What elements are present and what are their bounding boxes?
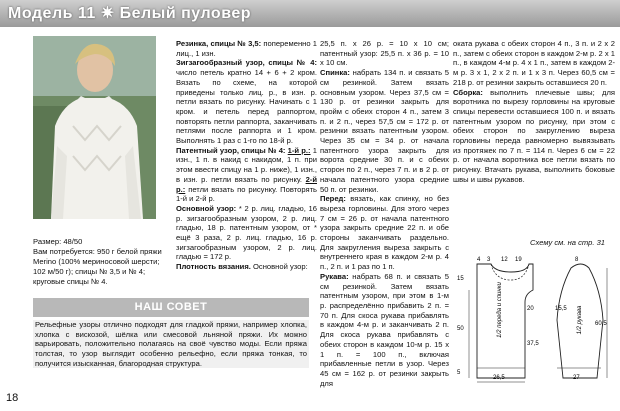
sleeve-label-scheme: 1/2 рукава bbox=[577, 305, 583, 335]
model-photo bbox=[33, 36, 156, 219]
instructions-column-3 bbox=[453, 39, 615, 185]
assembly-label: Сборка: bbox=[453, 87, 483, 97]
rib-text: попеременно 1 лиц., 1 изн. bbox=[176, 39, 317, 58]
patent-label: Патентный узор, спицы № 4: bbox=[176, 145, 286, 155]
dim-sleeve-h2: 60,5 bbox=[595, 321, 607, 327]
model-title: Модель 11 ✷ Белый пуловер bbox=[8, 5, 251, 22]
dim-side-1: 15 bbox=[457, 276, 464, 282]
assembly-text: выполнить плечевые швы; для воротника по вырезу горловины на круговые спицы перевести оставшиеся 100 п. и вязать патентным узором по рисунку, при этом с обеих сторон по закруглению выреза горловины переда равномерно вывязывать из протяжек по 7 п. = 114 п. Через 6 см = 22 р. от начала воротника все петли вязать по рисунку. Втачать рукава, выполнить боковые швы и швы рукавов. bbox=[453, 87, 615, 184]
main-pattern-label: Основной узор: bbox=[176, 203, 237, 213]
zigzag-label: Зигзагообразный узор, спицы № 4: bbox=[176, 58, 317, 68]
dim-bottom-front: 26,5 bbox=[493, 375, 505, 381]
size-text: Размер: 48/50 bbox=[33, 237, 83, 246]
sleeve-cap-text: оката рукава с обеих сторон 4 п., 3 п. и 2 х 2 п., затем с обеих сторон в каждом 2-м р. 2 х 1 п., в каждом 4-м р. 4 х 1 п., затем в каждом 2-м р. 3 х 1, 2 х 2 п. и 1 х 3 п. Через 60,5 см = 218 р. от резинки закрыть оставшиеся 20 п. bbox=[453, 39, 615, 87]
front-back-label: 1/2 переда и спинки bbox=[497, 282, 503, 338]
requirements-block bbox=[33, 237, 163, 287]
dim-sleeve-top: 8 bbox=[575, 257, 579, 263]
dim-top-mid-1: 12 bbox=[501, 257, 508, 263]
patent-row2-text: петли вязать по рисунку. Повторять 1-й и 2-й р. bbox=[176, 184, 317, 204]
model-header bbox=[0, 0, 620, 27]
dim-side-2: 20 bbox=[527, 306, 534, 312]
instructions-column-1 bbox=[176, 39, 317, 272]
tip-text: Рельефные узоры отлично подходят для гладкой пряжи, например хлопка, хлопка с вискозой, шёлка или смесовой льняной пряжи. Их можно варьировать, положительно полагаясь на своё чувство моды. Если пряжа толстая, то узор выглядит особенно рельефно, если пряжа тонкая, то получится изысканная, благородная структура. bbox=[35, 320, 307, 368]
density-continued: 25,5 п. х 26 р. = 10 х 10 см; патентный узор: 25,5 п. х 36 р. = 10 х 10 см. bbox=[320, 39, 449, 68]
tip-heading: НАШ СОВЕТ bbox=[33, 298, 309, 317]
pattern-scheme bbox=[455, 250, 615, 385]
density-label: Плотность вязания. bbox=[176, 262, 251, 272]
patent-row1-label: 1-й р.: bbox=[287, 145, 311, 155]
patent-row1-text: 1 изн., 1 п. в накид с накидом, 1 п. при этом ввести спицу на 1 р. ниже), 1 изн., в изн. р. петли вязать по рисунку. bbox=[176, 145, 317, 184]
density-text: Основной узор: bbox=[253, 262, 308, 272]
dim-sleeve-h1: 15,5 bbox=[555, 306, 567, 312]
front-label: Перед: bbox=[320, 194, 346, 204]
man-in-sweater-photo bbox=[33, 36, 156, 219]
dim-top-mid-2: 19 bbox=[515, 257, 522, 263]
instructions-column-2 bbox=[320, 39, 449, 388]
page-number: 18 bbox=[6, 392, 19, 404]
rib-label: Резинка, спицы № 3,5: bbox=[176, 39, 262, 48]
sleeve-label: Рукава: bbox=[320, 271, 349, 281]
sleeve-text: набрать 68 п. и связать 5 см резинкой. Затем вязать патентным узором, при этом в 1-м р. распределённо прибавить 2 п. = 70 п. Для скоса рукава прибавлять в каждом 4-м р. и заканчивать 2 п. Для скоса рукава прибавлять с обеих сторон в каждом 10-м р. 15 х 1 п. = 100 п., включая прибавленные петли в узор. Через 45 см = 162 р. от резинки закрыть для bbox=[320, 271, 449, 388]
dim-top-left-1: 4 bbox=[477, 257, 481, 263]
front-back-outline bbox=[477, 264, 533, 378]
dim-side-4: 50 bbox=[457, 326, 464, 332]
yarn-text: Вам потребуется: 950 г белой пряжи Merino (100% мериносовой шерсти; 102 м/50 г); спицы № 3,5 и № 4; круговые спицы № 4. bbox=[33, 246, 162, 286]
dim-sleeve-bottom: 27 bbox=[573, 375, 580, 381]
dim-side-3: 37,5 bbox=[527, 341, 539, 347]
main-pattern-text: * 2 р. лиц. гладью, 16 р. зигзагообразным узором, 2 р. лиц. гладью, 18 р. патентным узором, от * ещё 3 раза, 2 р. лиц. гладью, 16 р. зигзагообразным узором, 2 р. лиц. гладью = 172 р. bbox=[176, 203, 317, 262]
dim-side-5: 5 bbox=[457, 370, 461, 376]
zigzag-text: число петель кратно 14 + 6 + 2 кром. Вязать по схеме, на которой приведены только лиц. р., в изн. р. петли вязать по рисунку. Начинать с 1 кром. и петель перед раппортом, повторять петли раппорта, заканчивать петлями после раппорта и 1 кром. Выполнять 1 раз с 1-го по 18-й р. bbox=[176, 68, 317, 146]
front-text: вязать, как спинку, но без выреза горловины. Для этого через 7 см = 26 р. от начала патентного узора закрыть средние 22 п. и обе стороны заканчивать раздельно. Для закругления выреза закрыть с внутреннего края в каждом 2-м р. 4 п., 2 п. и 1 раз по 1 п. bbox=[320, 194, 449, 272]
back-label: Спинка: bbox=[320, 68, 350, 78]
patent-row2-label: 2-й р.: bbox=[176, 174, 317, 194]
back-text: набрать 134 п. и связать 5 см резинкой. Затем вязать основным узором. Через 37,5 см = 130 р. от резинки закрыть для пройм с обеих сторон 4 п., затем 3 п. и 2 п., через 57,5 см = 172 р. от резинки вязать патентным узором. Через 35 см = 34 р. от начала патентного узора закрыть для ворота средние 30 п. и с обеих сторон по 2 п., через 7 п. и в 2 р. от начала патентного узора средние 50 п. от резинки. bbox=[320, 68, 449, 194]
dim-top-left-2: 3 bbox=[487, 257, 491, 263]
scheme-reference: Схему см. на стр. 31 bbox=[530, 238, 606, 247]
